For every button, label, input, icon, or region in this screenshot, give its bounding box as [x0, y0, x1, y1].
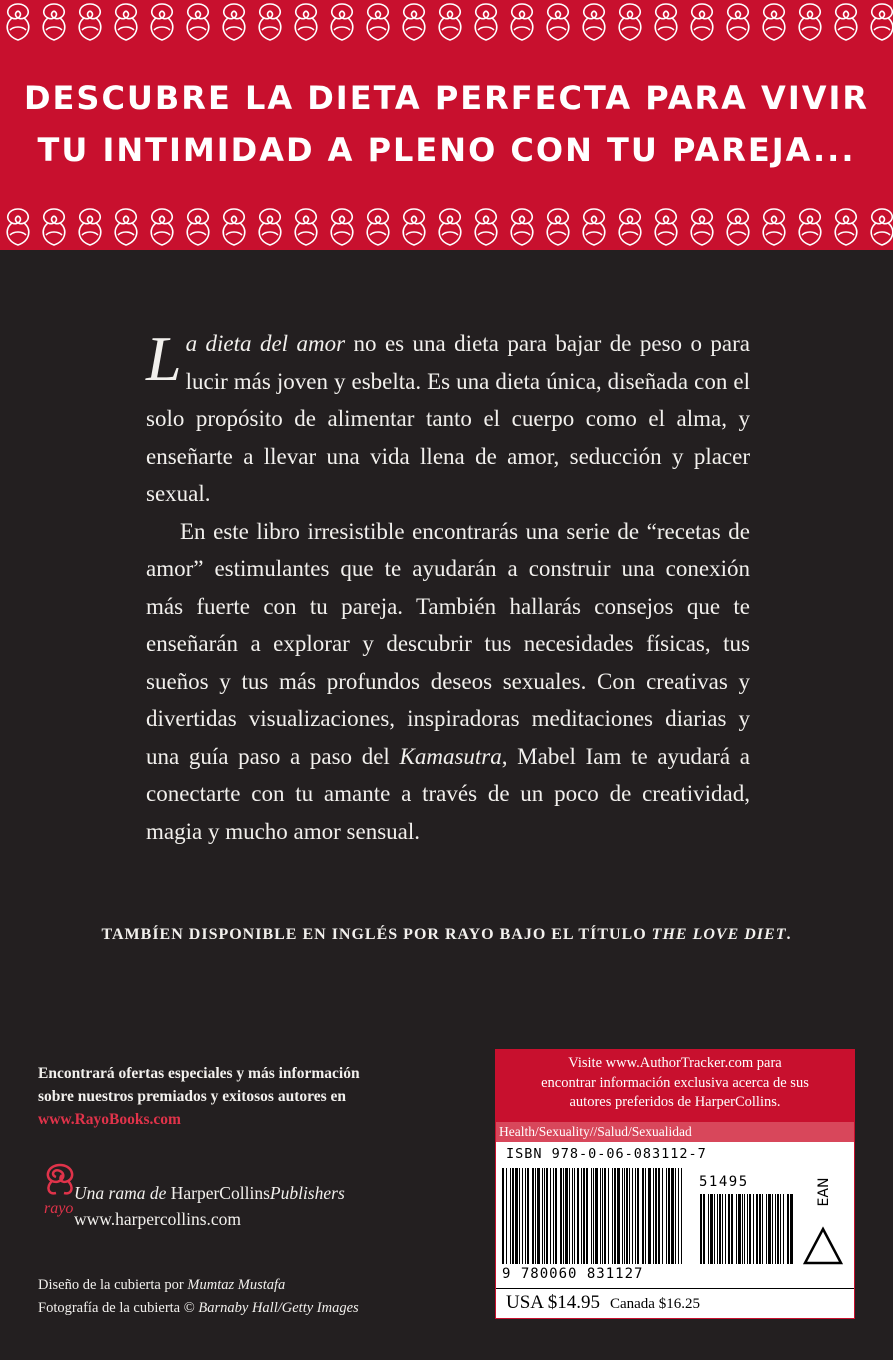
knot-motif-icon: [576, 0, 612, 44]
kamasutra-italic: Kamasutra: [399, 743, 502, 769]
paragraph-1-text: no es una dieta para bajar de peso o para lucir más joven y esbelta. Es una dieta única, diseñada con el solo propósito de alimentar tanto el cuerpo como el alma, y enseñarte a llevar una vida llena de amor, seducción y placer sexual.: [146, 331, 750, 506]
addon-bar: [728, 1194, 730, 1264]
addon-bar: [775, 1194, 776, 1264]
designer-name: Mumtaz Mustafa: [187, 1277, 286, 1293]
knot-motif-icon: [540, 205, 576, 249]
addon-bar: [756, 1194, 758, 1264]
addon-bar: [717, 1194, 718, 1264]
knot-motif-icon: [828, 0, 864, 44]
decorative-knot-pattern-top: [0, 0, 893, 44]
ean-digits: 9 780060 831127: [502, 1266, 644, 1282]
logo-text: rayo: [44, 1200, 74, 1217]
addon-bar: [753, 1194, 754, 1264]
also-available-end: .: [786, 926, 792, 943]
barcode-bar: [604, 1168, 606, 1264]
barcode-bar: [537, 1168, 540, 1264]
barcode-bar: [546, 1168, 548, 1264]
knot-motif-icon: [216, 205, 252, 249]
barcode-bar: [637, 1168, 639, 1264]
knot-motif-icon: [504, 205, 540, 249]
knot-motif-icon: [720, 205, 756, 249]
knot-motif-icon: [864, 0, 893, 44]
imprint-info: [74, 1180, 474, 1232]
addon-bar: [777, 1194, 779, 1264]
barcode-bar: [572, 1168, 573, 1264]
barcode-bar: [550, 1168, 551, 1264]
knot-motif-icon: [648, 0, 684, 44]
barcode-bar: [553, 1168, 554, 1264]
barcode-bar: [595, 1168, 598, 1264]
knot-motif-icon: [108, 0, 144, 44]
barcode-bar: [648, 1168, 651, 1264]
knot-motif-icon: [720, 0, 756, 44]
knot-motif-icon: [288, 0, 324, 44]
barcode-bar: [577, 1168, 579, 1264]
knot-motif-icon: [792, 0, 828, 44]
barcode-bar: [515, 1168, 518, 1264]
addon-bar: [700, 1194, 702, 1264]
addon-bar: [736, 1194, 737, 1264]
barcode-bar: [675, 1168, 676, 1264]
barcode-bar: [542, 1168, 543, 1264]
barcode-bar: [502, 1168, 504, 1264]
photo-credit: [38, 1297, 458, 1320]
knot-motif-icon: [468, 0, 504, 44]
knot-motif-icon: [468, 205, 504, 249]
imprint-suffix: Publishers: [269, 1183, 345, 1203]
knot-motif-icon: [504, 0, 540, 44]
cover-tagline: [0, 72, 893, 176]
knot-motif-icon: [756, 0, 792, 44]
addon-bar: [731, 1194, 733, 1264]
barcode-bar: [666, 1168, 667, 1264]
barcode-bar: [522, 1168, 523, 1264]
offers-line-1: Encontrará ofertas especiales y más información: [38, 1065, 360, 1082]
barcode-bar: [510, 1168, 511, 1264]
addon-bar: [722, 1194, 723, 1264]
barcode-bar: [527, 1168, 529, 1264]
ean-label: EAN: [816, 1177, 832, 1207]
drop-cap: L: [146, 323, 182, 394]
barcode-bar: [581, 1168, 582, 1264]
design-label: Diseño de la cubierta por: [38, 1277, 188, 1293]
barcode-bar: [535, 1168, 536, 1264]
barcode-bar: [635, 1168, 636, 1264]
tagline-line-2: TU INTIMIDAD A PLENO CON TU PAREJA...: [37, 131, 856, 169]
barcode-graphic: [502, 1168, 794, 1266]
barcode-bar: [645, 1168, 646, 1264]
description-paragraph-1: [146, 325, 750, 513]
knot-motif-icon: [0, 0, 36, 44]
knot-motif-icon: [360, 205, 396, 249]
knot-motif-icon: [792, 205, 828, 249]
addon-bar: [738, 1194, 741, 1264]
barcode-bar: [629, 1168, 630, 1264]
book-description: [146, 325, 750, 850]
barcode-bar: [671, 1168, 674, 1264]
barcode-bar: [624, 1168, 625, 1264]
barcode-bar: [569, 1168, 570, 1264]
addon-bar: [768, 1194, 771, 1264]
barcode-bar: [658, 1168, 660, 1264]
barcode-bar: [565, 1168, 568, 1264]
paragraph-2-text-a: En este libro irresistible encontrarás una serie de “recetas de amor” estimulantes que te ayudarán a construir una conexión más fuerte con tu pareja. También hallarás consejos que te enseñarán a explorar y descubrir tus necesidades físicas, tus sueños y tus más profundos deseos sexuales. Con creativas y divertidas visualizaciones, inspiradoras meditaciones diarias y una guía paso a paso del: [146, 518, 750, 769]
addon-bar: [790, 1194, 793, 1264]
addon-bar: [719, 1194, 721, 1264]
harpercollins-link[interactable]: www.harpercollins.com: [74, 1209, 242, 1229]
top-red-band: [0, 0, 893, 250]
knot-motif-icon: [684, 205, 720, 249]
barcode-bar: [525, 1168, 526, 1264]
rayo-books-link[interactable]: www.RayoBooks.com: [38, 1111, 181, 1128]
barcode-bar: [600, 1168, 601, 1264]
knot-motif-icon: [648, 205, 684, 249]
tracker-line-3: autores preferidos de HarperCollins.: [569, 1094, 781, 1110]
barcode-bar: [681, 1168, 682, 1264]
barcode-bar: [563, 1168, 564, 1264]
paragraph-2-text-b: , Mabel Iam te ayudará a conectarte con tu amante a través de un poco de creatividad, magia y mucho amor sensual.: [146, 743, 750, 844]
knot-motif-icon: [216, 0, 252, 44]
addon-bar: [780, 1194, 781, 1264]
knot-motif-icon: [396, 0, 432, 44]
barcode-bar: [591, 1168, 592, 1264]
knot-motif-icon: [540, 0, 576, 44]
addon-bar: [708, 1194, 709, 1264]
knot-motif-icon: [576, 205, 612, 249]
book-title-italic: a dieta del amor: [185, 331, 346, 356]
offers-line-2: sobre nuestros premiados y exitosos autores en: [38, 1088, 347, 1105]
barcode-bar: [608, 1168, 609, 1264]
addon-bar: [766, 1194, 767, 1264]
knot-motif-icon: [612, 205, 648, 249]
knot-motif-icon: [144, 205, 180, 249]
decorative-knot-pattern-bottom: [0, 205, 893, 249]
barcode-bar: [612, 1168, 613, 1264]
knot-motif-icon: [360, 0, 396, 44]
addon-bar: [742, 1194, 743, 1264]
barcode-bar: [586, 1168, 588, 1264]
price-usa: USA $14.95: [506, 1292, 600, 1313]
knot-motif-icon: [288, 205, 324, 249]
english-title: THE LOVE DIET: [651, 926, 787, 943]
price-info: [506, 1290, 700, 1317]
addon-bar: [759, 1194, 761, 1264]
addon-bar: [772, 1194, 773, 1264]
description-paragraph-2: [146, 513, 750, 851]
cover-credits: [38, 1274, 458, 1320]
knot-motif-icon: [144, 0, 180, 44]
barcode-bar: [622, 1168, 623, 1264]
imprint-name: HarperCollins: [166, 1183, 270, 1203]
tracker-line-1: Visite www.AuthorTracker.com para: [568, 1055, 782, 1071]
addon-bar: [714, 1194, 715, 1264]
publisher-info: [38, 1062, 458, 1316]
photo-label: Fotografía de la cubierta ©: [38, 1300, 199, 1316]
knot-motif-icon: [756, 205, 792, 249]
addon-bar: [762, 1194, 763, 1264]
knot-motif-icon: [252, 0, 288, 44]
barcode-bar: [506, 1168, 507, 1264]
addon-bar: [787, 1194, 789, 1264]
also-available-text: TAMBÍEN DISPONIBLE EN INGLÉS POR RAYO BAJO EL TÍTULO: [101, 926, 652, 943]
barcode-bar: [626, 1168, 628, 1264]
tagline-line-1: DESCUBRE LA DIETA PERFECTA PARA VIVIR: [23, 79, 870, 117]
isbn-number: ISBN 978-0-06-083112-7: [506, 1146, 707, 1162]
addon-bar: [783, 1194, 784, 1264]
subject-category: Health/Sexuality//Salud/Sexualidad: [496, 1122, 854, 1142]
barcode-bar: [662, 1168, 663, 1264]
barcode-bar: [532, 1168, 534, 1264]
offers-text: [38, 1062, 458, 1108]
barcode-bar: [617, 1168, 620, 1264]
knot-motif-icon: [252, 205, 288, 249]
addon-bar: [725, 1194, 726, 1264]
barcode-bar: [678, 1168, 679, 1264]
price-addon-digits: 51495: [699, 1174, 749, 1190]
imprint-prefix: Una rama de: [74, 1183, 167, 1203]
knot-motif-icon: [864, 205, 893, 249]
barcode-bar: [655, 1168, 657, 1264]
tracker-line-2: encontrar información exclusiva acerca de sus: [541, 1074, 809, 1091]
also-available-note: [0, 926, 893, 944]
design-credit: [38, 1274, 458, 1297]
knot-motif-icon: [72, 205, 108, 249]
knot-motif-icon: [432, 0, 468, 44]
knot-motif-icon: [180, 205, 216, 249]
imprint-line: [74, 1180, 474, 1206]
price-divider: [496, 1288, 854, 1289]
knot-motif-icon: [324, 205, 360, 249]
knot-motif-icon: [828, 205, 864, 249]
knot-motif-icon: [396, 205, 432, 249]
barcode-bar: [602, 1168, 603, 1264]
triangle-icon: [801, 1225, 845, 1269]
barcode-bar: [593, 1168, 594, 1264]
barcode-panel: [495, 1049, 855, 1319]
knot-motif-icon: [36, 0, 72, 44]
barcode-bar: [560, 1168, 562, 1264]
knot-motif-icon: [36, 205, 72, 249]
addon-bar: [703, 1194, 705, 1264]
barcode-bar: [632, 1168, 633, 1264]
addon-bar: [710, 1194, 713, 1264]
photographer-name: Barnaby Hall/Getty Images: [198, 1300, 359, 1316]
addon-bar: [747, 1194, 748, 1264]
knot-motif-icon: [612, 0, 648, 44]
knot-motif-icon: [180, 0, 216, 44]
addon-bar: [744, 1194, 745, 1264]
barcode-bar: [512, 1168, 514, 1264]
knot-motif-icon: [432, 205, 468, 249]
addon-bar: [749, 1194, 751, 1264]
barcode-bar: [544, 1168, 545, 1264]
barcode-bar: [583, 1168, 585, 1264]
barcode-bar: [614, 1168, 616, 1264]
barcode-bar: [668, 1168, 670, 1264]
barcode-bar: [653, 1168, 654, 1264]
barcode-bar: [555, 1168, 557, 1264]
knot-motif-icon: [684, 0, 720, 44]
knot-motif-icon: [72, 0, 108, 44]
barcode-bar: [642, 1168, 644, 1264]
knot-motif-icon: [108, 205, 144, 249]
author-tracker-notice: [496, 1050, 854, 1122]
price-canada: Canada $16.25: [609, 1296, 700, 1312]
knot-motif-icon: [0, 205, 36, 249]
barcode-bar: [574, 1168, 575, 1264]
barcode-bar: [519, 1168, 520, 1264]
knot-motif-icon: [324, 0, 360, 44]
